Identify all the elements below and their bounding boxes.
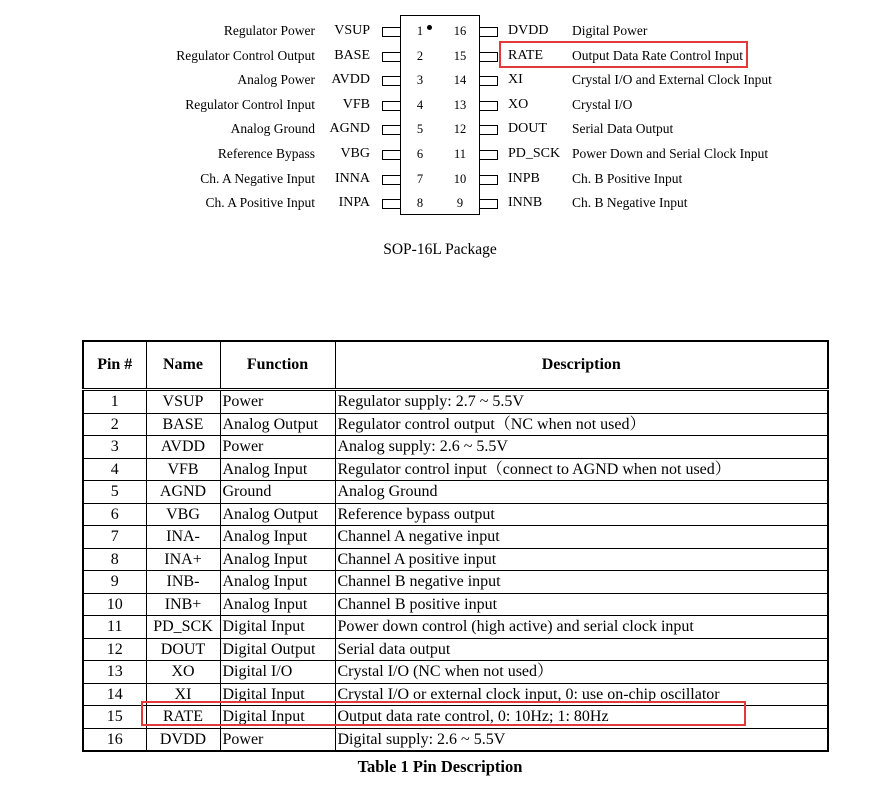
cell-name: PD_SCK — [146, 616, 220, 639]
pin-description: Regulator Power — [223, 23, 315, 38]
pin-number: 13 — [453, 97, 467, 112]
table-row — [83, 638, 828, 661]
cell-name: DOUT — [146, 638, 220, 661]
pin-description-table-wrap — [82, 340, 827, 752]
pin-name: VFB — [342, 96, 370, 112]
cell-function: Digital Output — [220, 638, 335, 661]
pin-lead — [480, 125, 498, 135]
pin-name: BASE — [334, 47, 370, 63]
table-row — [83, 571, 828, 594]
cell-description: Regulator control input（connect to AGND when not used） — [335, 458, 828, 481]
pin-name: INPB — [508, 170, 540, 186]
pin-number: 1 — [416, 24, 424, 38]
cell-pin-number: 12 — [83, 638, 146, 661]
pin-number: 14 — [453, 73, 467, 88]
right-pin-10 — [480, 169, 880, 189]
cell-pin-number: 14 — [83, 683, 146, 706]
pin-name: INPA — [338, 195, 370, 211]
left-pin-1 — [0, 21, 400, 41]
pin-number: 8 — [416, 196, 424, 211]
pin-number: 6 — [416, 147, 424, 161]
pin-lead — [382, 150, 400, 160]
left-pin-6 — [0, 144, 400, 164]
pin-description: Reference Bypass — [217, 146, 315, 161]
cell-description: Regulator control output（NC when not used） — [335, 413, 828, 436]
cell-name: AGND — [146, 481, 220, 504]
pin-description-table — [82, 340, 829, 752]
cell-pin-number: 5 — [83, 481, 146, 504]
cell-description: Digital supply: 2.6 ~ 5.5V — [335, 728, 828, 751]
pin-description: Serial Data Output — [572, 121, 674, 137]
cell-description: Channel B negative input — [335, 571, 828, 594]
left-pin-3 — [0, 70, 400, 90]
pin-number: 9 — [456, 196, 464, 211]
left-pin-2 — [0, 46, 400, 66]
cell-description: Serial data output — [335, 638, 828, 661]
cell-name: INA+ — [146, 548, 220, 571]
pin-description: Analog Power — [237, 72, 315, 88]
pin-name: DVDD — [508, 23, 549, 38]
pin-name: VSUP — [334, 23, 370, 38]
pin-lead — [480, 199, 498, 209]
pin-number: 2 — [416, 48, 424, 63]
cell-function: Digital Input — [220, 683, 335, 706]
right-pin-11 — [480, 144, 880, 164]
pin-description: Output Data Rate Control Input — [572, 47, 743, 63]
cell-description: Output data rate control, 0: 10Hz; 1: 80Hz — [335, 706, 828, 729]
left-pin-7 — [0, 169, 400, 189]
pin-description: Power Down and Serial Clock Input — [572, 146, 769, 161]
pin-lead — [382, 199, 400, 209]
pin-lead — [382, 175, 400, 185]
pin-name: INNA — [335, 170, 370, 186]
cell-function: Analog Output — [220, 413, 335, 436]
cell-description: Reference bypass output — [335, 503, 828, 526]
cell-name: INB- — [146, 571, 220, 594]
table-row — [83, 706, 828, 729]
left-pin-8 — [0, 193, 400, 213]
cell-name: VSUP — [146, 390, 220, 414]
pin-name: RATE — [508, 47, 543, 63]
pin-lead — [480, 76, 498, 86]
cell-function: Analog Input — [220, 458, 335, 481]
cell-function: Ground — [220, 481, 335, 504]
cell-description: Power down control (high active) and serial clock input — [335, 616, 828, 639]
cell-function: Power — [220, 390, 335, 414]
pin-lead — [382, 76, 400, 86]
pin-lead — [382, 101, 400, 111]
cell-name: VFB — [146, 458, 220, 481]
cell-pin-number: 8 — [83, 548, 146, 571]
pin-name: DOUT — [508, 121, 547, 137]
pin-description: Crystal I/O — [572, 96, 633, 112]
pin-description: Ch. A Negative Input — [200, 170, 315, 186]
cell-name: INB+ — [146, 593, 220, 616]
pin-name: INNB — [508, 195, 543, 211]
table-row — [83, 436, 828, 459]
cell-pin-number: 7 — [83, 526, 146, 549]
table-row — [83, 661, 828, 684]
pin-description: Regulator Control Input — [185, 96, 315, 112]
cell-pin-number: 6 — [83, 503, 146, 526]
cell-name: XI — [146, 683, 220, 706]
header-name: Name — [146, 341, 220, 390]
table-row — [83, 548, 828, 571]
table-row — [83, 481, 828, 504]
header-description: Description — [335, 341, 828, 390]
pin-lead — [480, 27, 498, 37]
cell-function: Digital Input — [220, 616, 335, 639]
cell-name: BASE — [146, 413, 220, 436]
pin-lead — [480, 101, 498, 111]
pin-lead — [382, 125, 400, 135]
right-pin-9 — [480, 193, 880, 213]
cell-pin-number: 1 — [83, 390, 146, 414]
cell-description: Channel A negative input — [335, 526, 828, 549]
cell-description: Channel A positive input — [335, 548, 828, 571]
pin-number: 4 — [416, 97, 424, 112]
pin-lead — [480, 52, 498, 62]
cell-function: Analog Input — [220, 548, 335, 571]
pin-number: 5 — [416, 122, 424, 137]
cell-pin-number: 13 — [83, 661, 146, 684]
cell-function: Analog Input — [220, 571, 335, 594]
cell-pin-number: 2 — [83, 413, 146, 436]
table-row — [83, 390, 828, 414]
left-pin-5 — [0, 119, 400, 139]
pin-description: Crystal I/O and External Clock Input — [572, 72, 772, 88]
cell-name: VBG — [146, 503, 220, 526]
table-header-row — [83, 341, 828, 390]
pin-name: XI — [508, 72, 523, 88]
right-pin-14 — [480, 70, 880, 90]
cell-function: Analog Input — [220, 526, 335, 549]
pin-name: PD_SCK — [508, 146, 561, 161]
right-pin-16 — [480, 21, 880, 41]
header-function: Function — [220, 341, 335, 390]
pin-number: 7 — [416, 171, 424, 186]
cell-pin-number: 9 — [83, 571, 146, 594]
cell-pin-number: 4 — [83, 458, 146, 481]
pin-name: AVDD — [331, 72, 370, 88]
table-row — [83, 458, 828, 481]
pin-number: 3 — [416, 73, 424, 88]
cell-function: Digital Input — [220, 706, 335, 729]
cell-pin-number: 3 — [83, 436, 146, 459]
pin-lead — [480, 150, 498, 160]
pin-lead — [382, 52, 400, 62]
cell-function: Power — [220, 436, 335, 459]
table-row — [83, 503, 828, 526]
cell-name: DVDD — [146, 728, 220, 751]
table-row — [83, 413, 828, 436]
cell-name: XO — [146, 661, 220, 684]
table-row — [83, 683, 828, 706]
cell-function: Analog Output — [220, 503, 335, 526]
table-row — [83, 616, 828, 639]
cell-name: INA- — [146, 526, 220, 549]
cell-description: Regulator supply: 2.7 ~ 5.5V — [335, 390, 828, 414]
table-row — [83, 526, 828, 549]
pin-number: 10 — [453, 171, 467, 186]
table-row — [83, 728, 828, 751]
cell-pin-number: 11 — [83, 616, 146, 639]
right-pin-13 — [480, 95, 880, 115]
pin-number: 16 — [453, 24, 467, 38]
cell-description: Channel B positive input — [335, 593, 828, 616]
pin-description: Ch. B Positive Input — [572, 170, 683, 186]
right-pin-12 — [480, 119, 880, 139]
pin-lead — [382, 27, 400, 37]
pin-name: XO — [508, 96, 529, 112]
cell-name: AVDD — [146, 436, 220, 459]
cell-pin-number: 10 — [83, 593, 146, 616]
pin-description: Ch. B Negative Input — [572, 195, 688, 211]
pin-description: Ch. A Positive Input — [205, 195, 315, 211]
cell-description: Crystal I/O (NC when not used） — [335, 661, 828, 684]
table-caption: Table 1 Pin Description — [357, 757, 523, 776]
pin-number: 12 — [453, 122, 467, 137]
cell-description: Analog supply: 2.6 ~ 5.5V — [335, 436, 828, 459]
pin-lead — [480, 175, 498, 185]
pinout-diagram — [0, 0, 880, 270]
pin-description: Regulator Control Output — [176, 47, 315, 63]
cell-function: Analog Input — [220, 593, 335, 616]
cell-name: RATE — [146, 706, 220, 729]
pin-number: 11 — [453, 147, 467, 161]
rate-pin-highlight — [499, 41, 748, 68]
cell-function: Power — [220, 728, 335, 751]
pin-number: 15 — [453, 48, 467, 63]
cell-function: Digital I/O — [220, 661, 335, 684]
pin-description: Analog Ground — [230, 121, 315, 137]
pin-name: AGND — [329, 121, 370, 137]
cell-description: Analog Ground — [335, 481, 828, 504]
pin-description: Digital Power — [572, 23, 648, 38]
pin-name: VBG — [340, 146, 370, 161]
table-row — [83, 593, 828, 616]
header-pin-number: Pin # — [83, 341, 146, 390]
cell-description: Crystal I/O or external clock input, 0: use on-chip oscillator — [335, 683, 828, 706]
cell-pin-number: 15 — [83, 706, 146, 729]
left-pin-4 — [0, 95, 400, 115]
cell-pin-number: 16 — [83, 728, 146, 751]
package-caption: SOP-16L Package — [383, 241, 497, 258]
